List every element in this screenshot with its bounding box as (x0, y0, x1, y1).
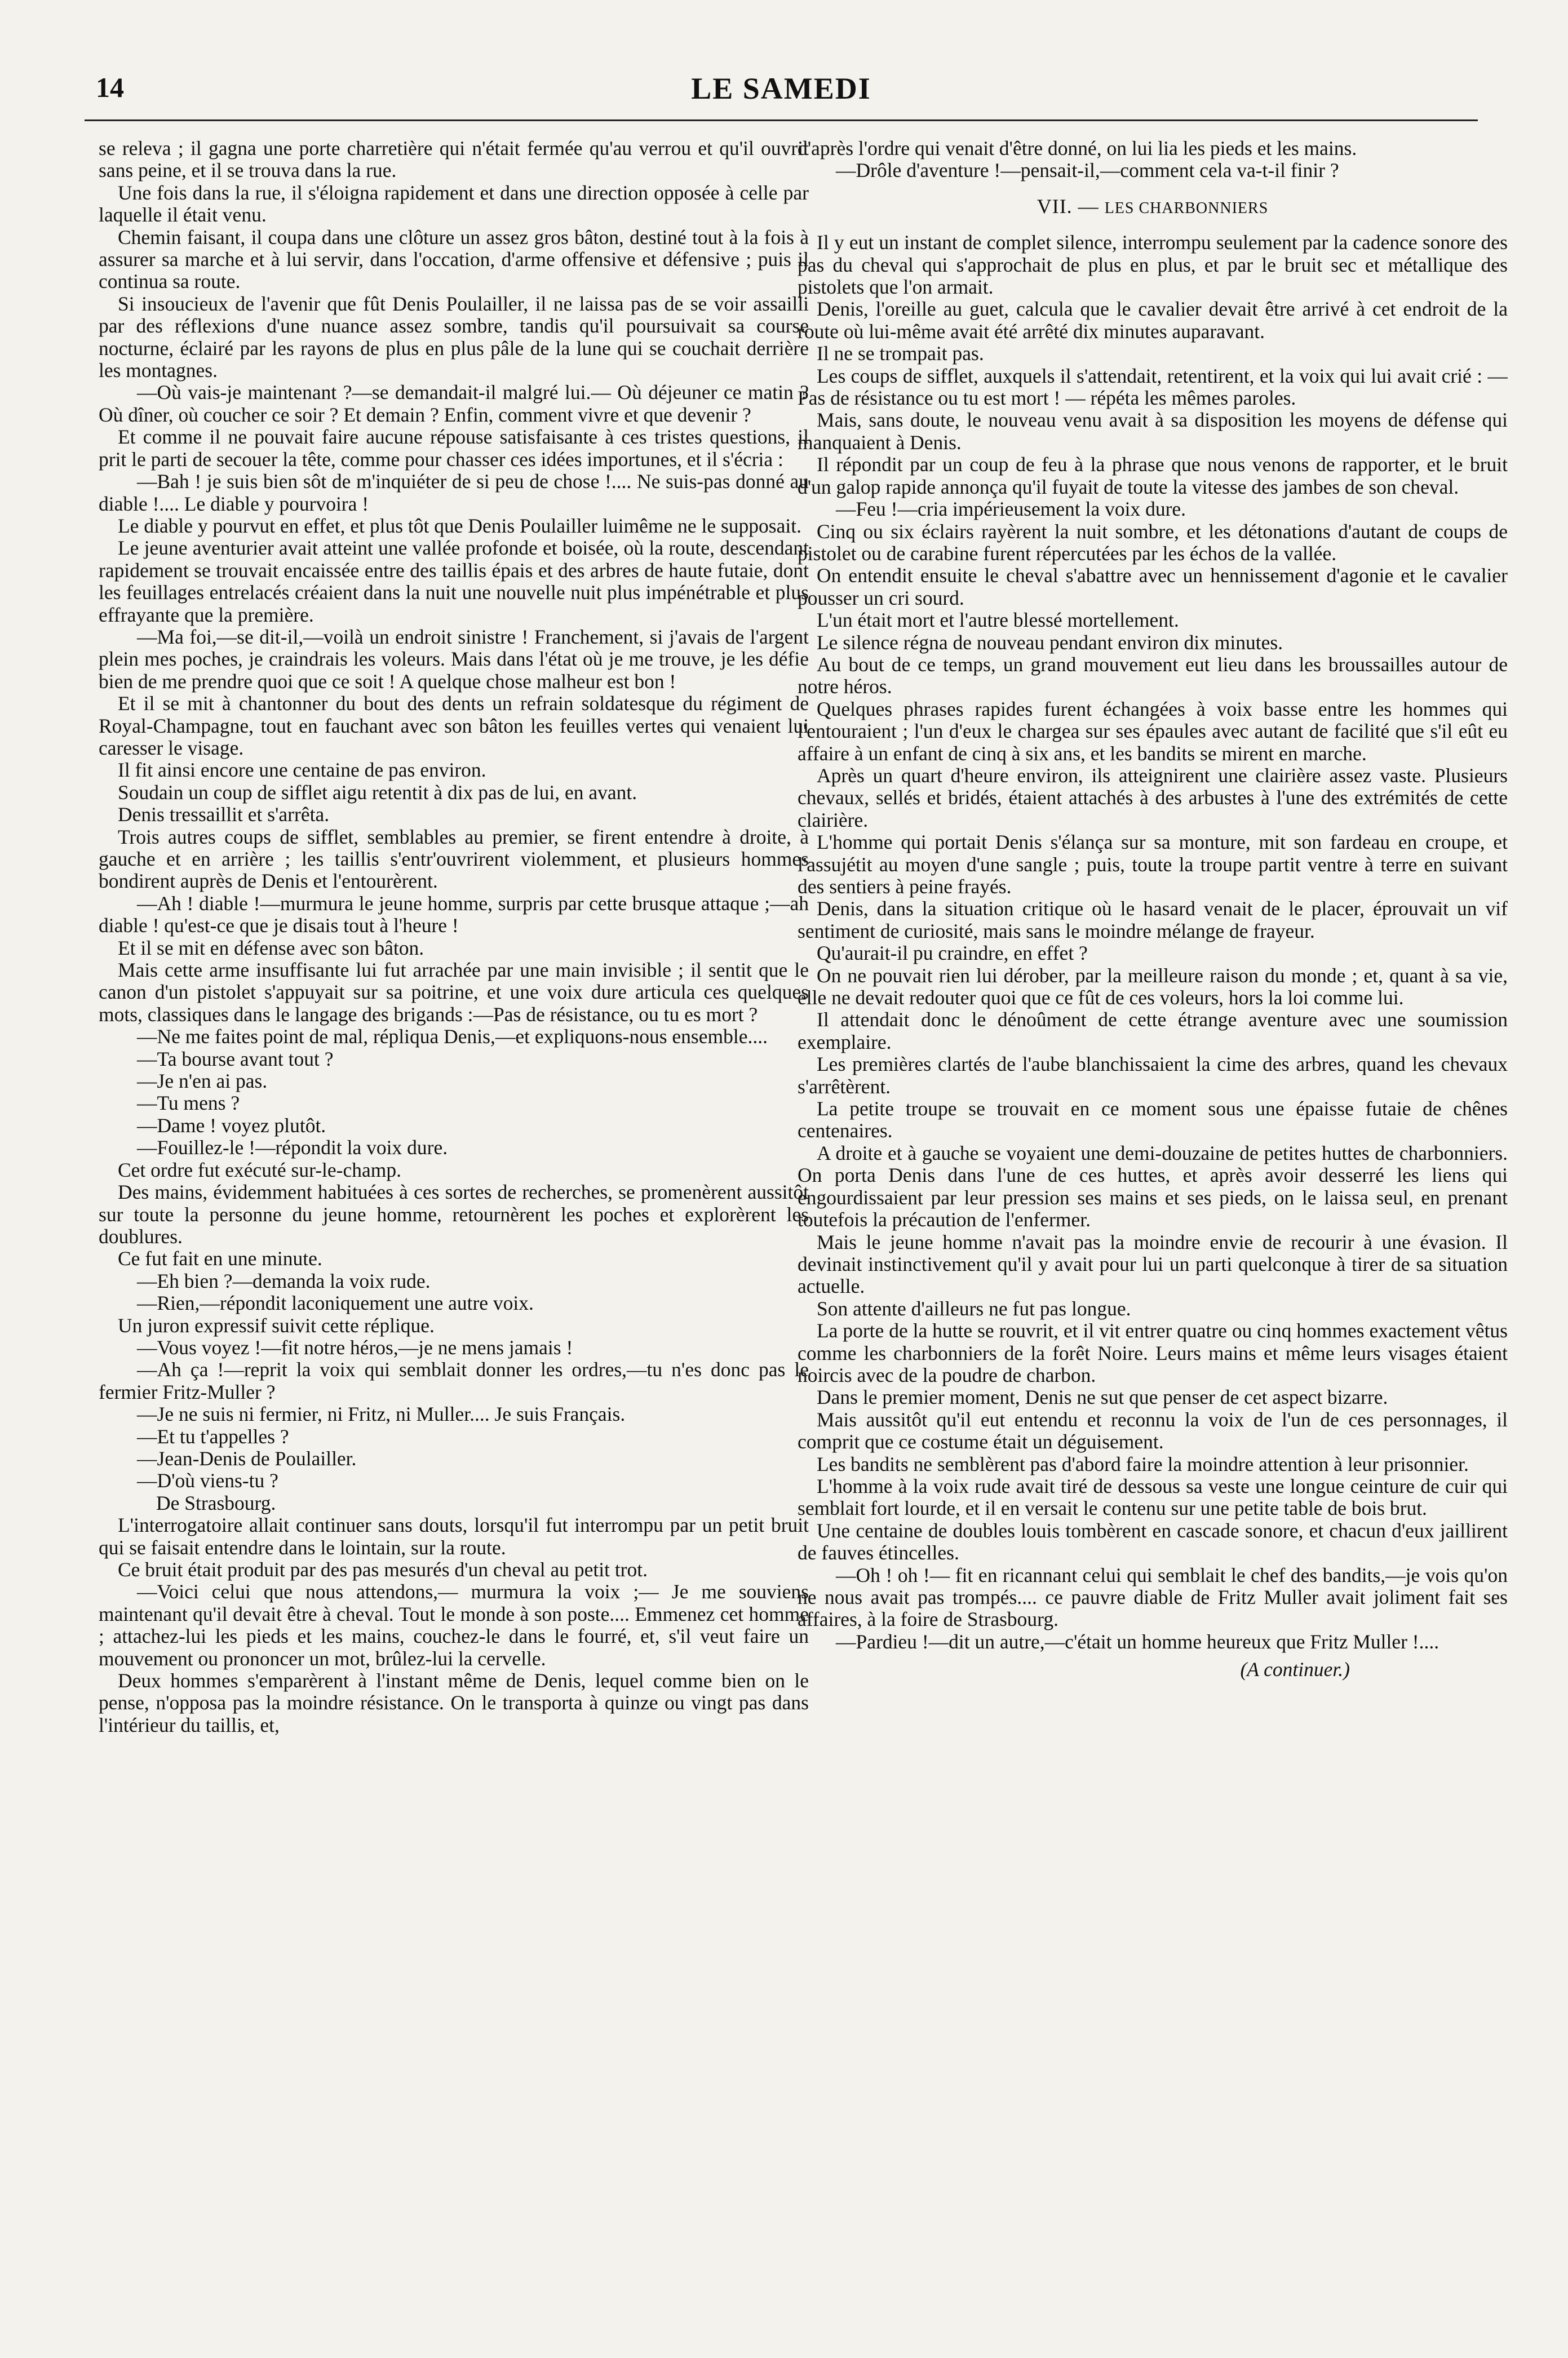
paragraph: Mais cette arme insuffisante lui fut arrachée par une main invisible ; il sentit que le canon d'un pistolet s'appuyait sur sa poitrine, et une voix dure articula ces quelques mots, classiques dans le langage des brigands :—Pas de résistance, ou tu es mort ? (99, 959, 809, 1026)
paragraph: Une centaine de doubles louis tombèrent en cascade sonore, et chacun d'eux jaillirent de fauves étincelles. (798, 1519, 1508, 1564)
paragraph: Ce bruit était produit par des pas mesurés d'un cheval au petit trot. (118, 1558, 648, 1581)
paragraph: —Dame ! voyez plutôt. (137, 1114, 326, 1137)
paragraph: Deux hommes s'emparèrent à l'instant même de Denis, lequel comme bien on le pense, n'opposa pas la moindre résistance. On le transporta à quinze ou vingt pas dans l'intérieur du taillis, et, (99, 1669, 809, 1736)
paragraph: Et comme il ne pouvait faire aucune répouse satisfaisante à ces tristes questions, il prit le parti de secouer la tête, comme pour chasser ces idées importunes, et il s'écria : (99, 425, 809, 471)
journal-title: LE SAMEDI (691, 72, 871, 105)
right-column (798, 138, 1508, 2313)
paragraph: Cet ordre fut exécuté sur-le-champ. (118, 1158, 401, 1181)
paragraph: La porte de la hutte se rouvrit, et il vit entrer quatre ou cinq hommes exactement vêtus comme les charbonniers de la forêt Noire. Leurs mains et même leurs visages étaient noircis avec de la poudre de charbon. (798, 1319, 1508, 1386)
paragraph: Quelques phrases rapides furent échangées à voix basse entre les hommes qui l'entouraient ; l'un d'eux le chargea sur ses épaules avec autant de facilité que s'il eût eu affaire à un enfant de cinq à six ans, et les bandits se mirent en marche. (798, 697, 1508, 765)
paragraph: Un juron expressif suivit cette réplique. (118, 1314, 435, 1337)
paragraph: Mais, sans doute, le nouveau venu avait à sa disposition les moyens de défense qui manquaient à Denis. (798, 409, 1508, 454)
paragraph: —Et tu t'appelles ? (137, 1425, 289, 1448)
paragraph: —Ta bourse avant tout ? (137, 1047, 334, 1070)
paragraph: A droite et à gauche se voyaient une demi-douzaine de petites huttes de charbonniers. On porta Denis dans l'une de ces huttes, et après avoir desserré les liens qui engourdissaient par leur pression ses mains et ses pieds, on le laissa seul, en prenant toutefois la précaution de l'enfermer. (798, 1141, 1508, 1231)
paragraph: Qu'aurait-il pu craindre, en effet ? (817, 942, 1088, 965)
paragraph: Il répondit par un coup de feu à la phrase que nous venons de rapporter, et le bruit d'un galop rapide annonça qu'il fuyait de toute la vitesse des jambes de son cheval. (798, 453, 1508, 498)
paragraph: d'après l'ordre qui venait d'être donné, on lui lia les pieds et les mains. (798, 138, 1357, 159)
paragraph: Il y eut un instant de complet silence, interrompu seulement par la cadence sonore des pas du cheval qui s'approchait de plus en plus, et par le bruit sec et métallique des pistolets que l'on armait. (798, 231, 1508, 299)
paragraph: On entendit ensuite le cheval s'abattre avec un hennissement d'agonie et le cavalier pousser un cri sourd. (798, 564, 1508, 609)
paragraph: —Ma foi,—se dit-il,—voilà un endroit sinistre ! Franchement, si j'avais de l'argent plein mes poches, je craindrais les voleurs. Mais dans l'état où je me trouve, je les défie bien de me prendre quoi que ce soit ! A quelque chose malheur est bon ! (99, 625, 809, 693)
paragraph: —Ne me faites point de mal, répliqua Denis,—et expliquons-nous ensemble.... (137, 1025, 768, 1048)
paragraph: Le jeune aventurier avait atteint une vallée profonde et boisée, où la route, descendant rapidement se trouvait encaissée entre des taillis épais et des arbres de haute futaie, dont les feuillages entrelacés créaient dans la nuit une nouvelle nuit plus impénétrable et plus effrayante que la première. (99, 537, 809, 626)
paragraph: Il ne se trompait pas. (817, 342, 984, 365)
header-rule (85, 119, 1478, 121)
chapter-title: LES CHARBONNIERS (1104, 199, 1269, 217)
chapter-number: VII. — (1037, 194, 1099, 218)
paragraph: Mais le jeune homme n'avait pas la moindre envie de recourir à une évasion. Il devinait instinctivement qu'il y avait pour lui un parti quelconque à tirer de sa situation actuelle. (798, 1230, 1508, 1298)
paragraph: Denis, l'oreille au guet, calcula que le cavalier devait être arrivé à cet endroit de la route où lui-même avait été arrêté dix minutes auparavant. (798, 298, 1508, 343)
continuation-note: (A continuer.) (1240, 1658, 1350, 1681)
paragraph: On ne pouvait rien lui dérober, par la meilleure raison du monde ; et, quant à sa vie, elle ne devait redouter quoi que ce fût de ces voleurs, hors la loi comme lui. (798, 964, 1508, 1009)
paragraph: Au bout de ce temps, un grand mouvement eut lieu dans les broussailles autour de notre héros. (798, 653, 1508, 698)
paragraph: Trois autres coups de sifflet, semblables au premier, se firent entendre à droite, à gauche et en arrière ; les taillis s'entr'ouvrirent violemment, et plusieurs hommes bondirent auprès de Denis et l'entourèrent. (99, 825, 809, 893)
paragraph: Les coups de sifflet, auxquels il s'attendait, retentirent, et la voix qui lui avait crié : — Pas de résistance ou tu est mort ! — répéta les mêmes paroles. (798, 364, 1508, 410)
paragraph: Et il se mit à chantonner du bout des dents un refrain soldatesque du régiment de Royal-Champagne, tout en fauchant avec son bâton les feuilles vertes qui venaient lui caresser le visage. (99, 692, 809, 759)
paragraph: La petite troupe se trouvait en ce moment sous une épaisse futaie de chênes centenaires. (798, 1097, 1508, 1142)
paragraph: —Feu !—cria impérieusement la voix dure. (836, 498, 1186, 521)
page-header (85, 71, 1478, 127)
paragraph: Denis tressaillit et s'arrêta. (118, 803, 330, 826)
paragraph: Cinq ou six éclairs rayèrent la nuit sombre, et les détonations d'autant de coups de pistolet ou de carabine furent répercutées par les échos de la vallée. (798, 520, 1508, 565)
paragraph: Le diable y pourvut en effet, et plus tôt que Denis Poulailler luimême ne le supposait. (118, 514, 801, 537)
paragraph: Une fois dans la rue, il s'éloigna rapidement et dans une direction opposée à celle par laquelle il était venu. (99, 181, 809, 227)
paragraph: —Jean-Denis de Poulailler. (137, 1447, 357, 1470)
paragraph: —Bah ! je suis bien sôt de m'inquiéter de si peu de chose !.... Ne suis-pas donné au diable !.... Le diable y pourvoira ! (99, 470, 809, 515)
paragraph: —Voici celui que nous attendons,— murmura la voix ;— Je me souviens maintenant qu'il devait être à cheval. Tout le monde à son poste.... Emmenez cet homme ; attachez-lui les pieds et les mains, couchez-le dans le fourré, et, s'il veut faire un mouvement ou prononcer un mot, brûlez-lui la cervelle. (99, 1580, 809, 1670)
paragraph: —Oh ! oh !— fit en ricannant celui qui semblait le chef des bandits,—je vois qu'on ne nous avait pas trompés.... ce pauvre diable de Fritz Muller avait joliment fait ses affaires, à la foire de Strasbourg. (798, 1563, 1508, 1631)
paragraph: Denis, dans la situation critique où le hasard venait de le placer, éprouvait un vif sentiment de curiosité, mais sans le moindre mélange de frayeur. (798, 897, 1508, 942)
paragraph: Dans le premier moment, Denis ne sut que penser de cet aspect bizarre. (817, 1386, 1388, 1409)
paragraph: Les premières clartés de l'aube blanchissaient la cime des arbres, quand les chevaux s'arrêtèrent. (798, 1053, 1508, 1098)
paragraph: Et il se mit en défense avec son bâton. (118, 936, 424, 959)
paragraph: se releva ; il gagna une porte charretière qui n'était fermée qu'au verrou et qu'il ouvrit sans peine, et il se trouva dans la rue. (99, 138, 809, 182)
paragraph: Chemin faisant, il coupa dans une clôture un assez gros bâton, destiné tout à la fois à assurer sa marche et à lui servir, dans l'occation, d'arme offensive et défensive ; puis il continua sa route. (99, 225, 809, 293)
paragraph: —Ah ! diable !—murmura le jeune homme, surpris par cette brusque attaque ;—ah diable ! qu'est-ce que je disais tout à l'heure ! (99, 892, 809, 937)
paragraph: —Drôle d'aventure !—pensait-il,—comment cela va-t-il finir ? (836, 159, 1339, 182)
paragraph: —Pardieu !—dit un autre,—c'était un homme heureux que Fritz Muller !.... (836, 1630, 1439, 1653)
paragraph: L'un était mort et l'autre blessé mortellement. (817, 609, 1179, 632)
paragraph: —Je n'en ai pas. (137, 1070, 268, 1093)
paragraph: Son attente d'ailleurs ne fut pas longue. (817, 1297, 1131, 1320)
paragraph: L'homme qui portait Denis s'élança sur sa monture, mit son fardeau en croupe, et l'assujétit au moyen d'une sangle ; puis, toute la troupe partit ventre à terre en suivant des sentiers à peine frayés. (798, 831, 1508, 898)
paragraph: De Strasbourg. (156, 1491, 276, 1514)
left-column (99, 138, 809, 2313)
paragraph: Après un quart d'heure environ, ils atteignirent une clairière assez vaste. Plusieurs chevaux, sellés et bridés, étaient attachés à des arbustes à l'une des extrémités de cette clairière. (798, 764, 1508, 831)
paragraph: Mais aussitôt qu'il eut entendu et reconnu la voix de l'un de ces personnages, il comprit que ce costume était un déguisement. (798, 1408, 1508, 1453)
paragraph: —Vous voyez !—fit notre héros,—je ne mens jamais ! (137, 1336, 573, 1359)
paragraph: Si insoucieux de l'avenir que fût Denis Poulailler, il ne laissa pas de se voir assailli par des réflexions d'une nuance assez sombre, tandis qu'il poursuivait sa course nocturne, éclairé par les rayons de plus en plus pâle de la lune qui se couchait derrière les montagnes. (99, 292, 809, 382)
paragraph: —Tu mens ? (137, 1092, 240, 1115)
right-column-body (798, 232, 1508, 1653)
paragraph: Ce fut fait en une minute. (118, 1247, 322, 1270)
paragraph: —Ah ça !—reprit la voix qui semblait donner les ordres,—tu n'es donc pas le fermier Fritz-Muller ? (99, 1358, 809, 1403)
page-number: 14 (96, 72, 124, 103)
paragraph: Le silence régna de nouveau pendant environ dix minutes. (817, 631, 1283, 654)
chapter-heading (798, 196, 1508, 219)
paragraph: Il fit ainsi encore une centaine de pas environ. (118, 759, 486, 782)
paragraph: —Je ne suis ni fermier, ni Fritz, ni Muller.... Je suis Français. (137, 1403, 626, 1426)
right-column-continuation (798, 138, 1508, 182)
paragraph: Des mains, évidemment habituées à ces sortes de recherches, se promenèrent aussitôt sur toute la personne du jeune homme, retournèrent les poches et explorèrent les doublures. (99, 1181, 809, 1248)
paragraph: Soudain un coup de sifflet aigu retentit à dix pas de lui, en avant. (118, 781, 637, 804)
paragraph: —Où vais-je maintenant ?—se demandait-il malgré lui.— Où déjeuner ce matin ? Où dîner, où coucher ce soir ? Et demain ? Enfin, comment vivre et que devenir ? (99, 381, 809, 426)
paragraph: L'interrogatoire allait continuer sans douts, lorsqu'il fut interrompu par un petit bruit qui se faisait entendre dans le lointain, sur la route. (99, 1514, 809, 1559)
paragraph: Les bandits ne semblèrent pas d'abord faire la moindre attention à leur prisonnier. (817, 1452, 1469, 1475)
paragraph: Il attendait donc le dénoûment de cette étrange aventure avec une soumission exemplaire. (798, 1008, 1508, 1053)
paragraph: —Fouillez-le !—répondit la voix dure. (137, 1136, 448, 1159)
paragraph: —Eh bien ?—demanda la voix rude. (137, 1269, 431, 1292)
paragraph: L'homme à la voix rude avait tiré de dessous sa veste une longue ceinture de cuir qui semblait fort lourde, et il en versait le contenu sur une petite table de bois brut. (798, 1474, 1508, 1520)
paragraph: —D'où viens-tu ? (137, 1469, 278, 1492)
paragraph: —Rien,—répondit laconiquement une autre voix. (137, 1292, 534, 1315)
